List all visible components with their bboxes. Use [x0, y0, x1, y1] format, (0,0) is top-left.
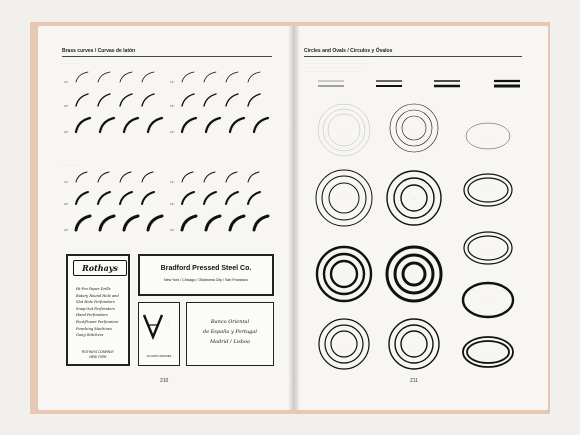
brass-curves-grid-top [62, 66, 274, 156]
rothays-product-list [76, 286, 128, 339]
banco-oriental-ad [186, 302, 274, 366]
svg-text:· · ·: · · · [412, 198, 416, 201]
atlantic-name: ATLANTIC AIRLINES [146, 355, 172, 358]
svg-text:· · ·: · · · [342, 198, 346, 201]
right-page-header: Circles and Ovals / Círculos y Óvalos [304, 48, 393, 54]
svg-text:· · ·: · · · [342, 130, 346, 133]
rothays-product-line: Punching Machines [76, 326, 112, 331]
rothays-product-line: Hand Perforators [76, 313, 108, 318]
rothays-product-line: Rotary Round Hole and [76, 293, 119, 298]
rothays-footer-company: ROTHAYS COMPANY [82, 350, 114, 354]
svg-text:· · ·: · · · [412, 344, 416, 347]
svg-text:18°: 18° [170, 104, 175, 108]
rothays-ad [66, 254, 130, 366]
rothays-product-line: Hi-Pro Paper Drills [76, 287, 111, 291]
bradford-ad [138, 254, 274, 296]
curves-caption-1: · · · · · · · · · · · · [62, 62, 81, 65]
svg-text:24°: 24° [170, 130, 175, 134]
svg-text:12°: 12° [64, 180, 69, 184]
right-header-rule [304, 56, 522, 57]
rothays-product-line: Gang Stitchers [76, 333, 104, 338]
left-page-number: 210 [160, 378, 169, 384]
left-header-rule [62, 56, 272, 57]
right-page [294, 26, 548, 410]
right-page-number: 211 [410, 378, 418, 384]
left-page [38, 26, 294, 410]
atlantic-airlines-ad [138, 302, 180, 366]
svg-text:18°: 18° [64, 104, 69, 108]
svg-text:· · ·: · · · [486, 248, 490, 251]
svg-text:· · ·: · · · [412, 274, 416, 277]
banco-line2: de España y Portugal [203, 329, 257, 335]
svg-text:· · ·: · · · [342, 344, 346, 347]
rothays-product-line: Foot/Power Perforators [76, 319, 119, 324]
rule-weight-samples [304, 78, 522, 90]
circles-and-ovals-specimens [304, 94, 522, 374]
bradford-title: Bradford Pressed Steel Co. [160, 265, 252, 272]
svg-text:· · ·: · · · [412, 128, 416, 131]
atlantic-logo-icon [142, 311, 164, 341]
banco-line1: Banco Oriental [210, 319, 250, 325]
svg-text:12°: 12° [170, 180, 175, 184]
brass-curves-grid-bottom [62, 168, 274, 240]
svg-text:24°: 24° [64, 228, 69, 232]
book-gutter-shadow [288, 26, 300, 410]
svg-text:· · ·: · · · [486, 136, 490, 139]
rothays-product-line: Snap-Out Perforators [76, 306, 115, 311]
banco-line3: Madrid / Lisboa [209, 339, 251, 345]
svg-text:12°: 12° [64, 80, 69, 84]
svg-text:18°: 18° [170, 202, 175, 206]
atlantic-text: · · · · · · · · · · · · · · · · · · · · [163, 317, 171, 331]
open-book [18, 18, 558, 418]
svg-text:· · ·: · · · [486, 352, 490, 355]
svg-text:24°: 24° [170, 228, 175, 232]
curves-caption-2: · · · · · · · · · · · · [62, 164, 81, 167]
svg-text:24°: 24° [64, 130, 69, 134]
svg-text:· · ·: · · · [486, 190, 490, 193]
bradford-cities: New York / Chicago / Oklahoma City / San Francisco [164, 278, 248, 282]
svg-text:· · ·: · · · [486, 300, 490, 303]
rothays-product-line: Slot Hole Perforators [76, 300, 115, 305]
svg-text:12°: 12° [170, 80, 175, 84]
svg-text:18°: 18° [64, 202, 69, 206]
right-intro-text: · · · · · · · · · · · · · · · · · · · · · · · · · · · · · · · · · · · · · · · · · · · · · · · · · · · · · · · · · · · · · · · · · · · · · · · · · · · · · · · · · · · · · · · · · · · · · · · · · · · · · · · · · · · · · · · · · · [304, 62, 370, 73]
rothays-brand: Rothays [73, 260, 127, 276]
svg-text:· · ·: · · · [342, 274, 346, 277]
rothays-footer-city: NEW YORK [89, 355, 107, 359]
left-page-header: Brass curves / Curvas de latón [62, 48, 136, 54]
